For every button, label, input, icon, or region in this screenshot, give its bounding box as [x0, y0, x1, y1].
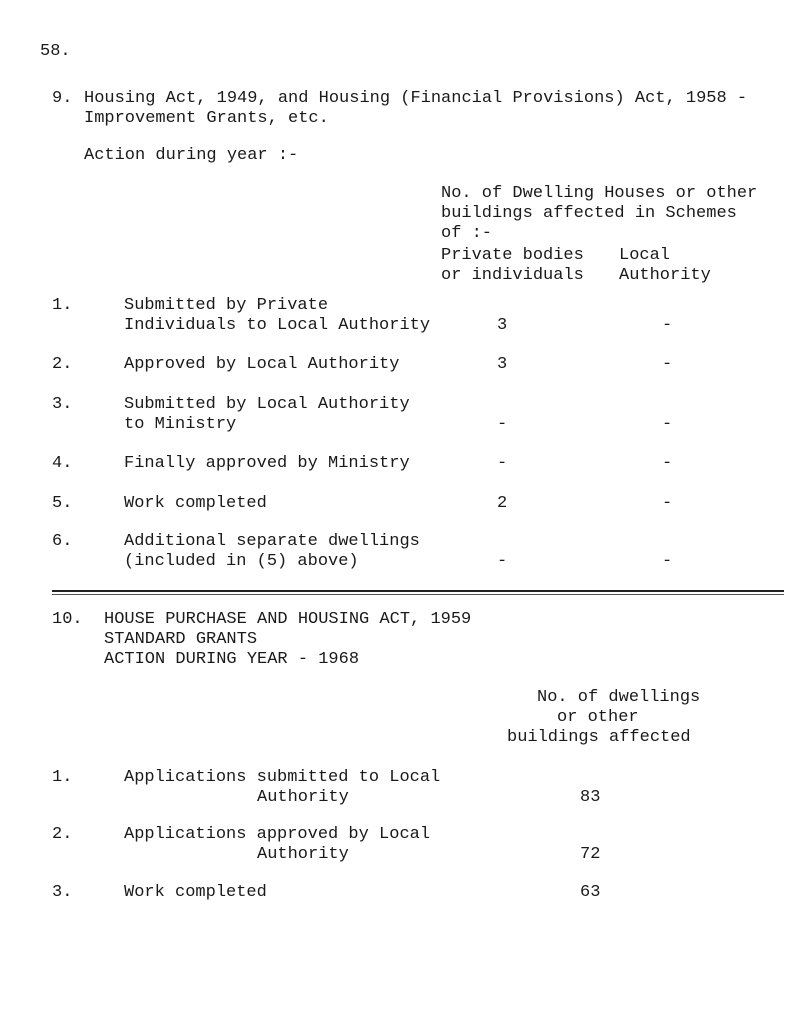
- page-number: 58.: [40, 42, 71, 61]
- row-number: 3.: [52, 883, 73, 902]
- section-9-number: 9.: [52, 89, 73, 108]
- col-private-line1: Private bodies: [441, 246, 584, 265]
- row-label: Additional separate dwellings: [124, 532, 420, 551]
- row-label: Work completed: [124, 883, 267, 902]
- row-label-cont: Authority: [257, 788, 349, 807]
- row-number: 2.: [52, 355, 73, 374]
- section-9-title-line1: Housing Act, 1949, and Housing (Financial Provisions) Act, 1958 -: [84, 89, 748, 108]
- row-label: Approved by Local Authority: [124, 355, 400, 374]
- local-value: -: [662, 454, 673, 473]
- section-9-action-label: Action during year :-: [84, 146, 299, 165]
- local-value: -: [662, 355, 673, 374]
- row-label: Submitted by Local Authority: [124, 395, 410, 414]
- header-line2: buildings affected in Schemes: [441, 204, 737, 223]
- local-value: -: [662, 415, 673, 434]
- col-private-line2: or individuals: [441, 266, 584, 285]
- section-divider-thin: [52, 594, 784, 595]
- col-local-line2: Authority: [619, 266, 711, 285]
- section-10-title-line3: ACTION DURING YEAR - 1968: [104, 650, 360, 669]
- private-value: 2: [497, 494, 508, 513]
- section-divider: [52, 590, 784, 592]
- row-number: 1.: [52, 768, 73, 787]
- private-value: -: [497, 552, 508, 571]
- row-label-cont: to Ministry: [124, 415, 237, 434]
- row-label: Submitted by Private: [124, 296, 329, 315]
- row-number: 6.: [52, 532, 73, 551]
- private-value: 3: [497, 316, 508, 335]
- row-label: Applications submitted to Local: [124, 768, 441, 787]
- private-value: -: [497, 415, 508, 434]
- private-value: 3: [497, 355, 508, 374]
- row-number: 3.: [52, 395, 73, 414]
- section-10-number: 10.: [52, 610, 83, 629]
- header-line2: or other: [557, 708, 639, 727]
- local-value: -: [662, 494, 673, 513]
- local-value: -: [662, 552, 673, 571]
- row-number: 4.: [52, 454, 73, 473]
- row-value: 63: [580, 883, 601, 902]
- row-value: 83: [580, 788, 601, 807]
- header-line1: No. of Dwelling Houses or other: [441, 184, 758, 203]
- row-label-cont: Authority: [257, 845, 349, 864]
- row-label: Applications approved by Local: [124, 825, 431, 844]
- local-value: -: [662, 316, 673, 335]
- section-10-title-line2: STANDARD GRANTS: [104, 630, 258, 649]
- section-9-title-line2: Improvement Grants, etc.: [84, 109, 329, 128]
- row-number: 5.: [52, 494, 73, 513]
- row-label: Work completed: [124, 494, 267, 513]
- private-value: -: [497, 454, 508, 473]
- row-label-cont: Individuals to Local Authority: [124, 316, 431, 335]
- row-value: 72: [580, 845, 601, 864]
- header-line1: No. of dwellings: [537, 688, 701, 707]
- header-line3: of :-: [441, 224, 493, 243]
- row-number: 2.: [52, 825, 73, 844]
- col-local-line1: Local: [619, 246, 671, 265]
- section-10-title-line1: HOUSE PURCHASE AND HOUSING ACT, 1959: [104, 610, 472, 629]
- row-label: Finally approved by Ministry: [124, 454, 410, 473]
- row-number: 1.: [52, 296, 73, 315]
- header-line3: buildings affected: [507, 728, 691, 747]
- row-label-cont: (included in (5) above): [124, 552, 359, 571]
